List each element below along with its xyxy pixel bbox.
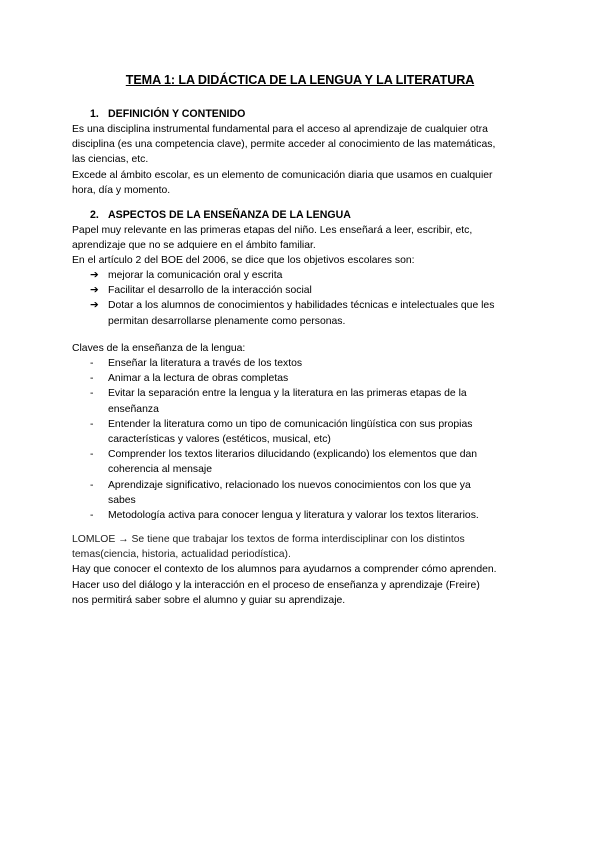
list-item-text: Aprendizaje significativo, relacionado los nuevos conocimientos con los que ya (108, 479, 471, 491)
paragraph-line: disciplina (es una competencia clave), permite acceder al conocimiento de las matemáticas, (72, 139, 496, 151)
section-number: 1. (90, 108, 99, 120)
objectives-list (90, 268, 528, 329)
list-item-text: Enseñar la literatura a través de los textos (108, 358, 303, 369)
section-number: 2. (90, 209, 99, 221)
section-heading-text: ASPECTOS DE LA ENSEÑANZA DE LA LENGUA (108, 209, 351, 221)
paragraph-line: Papel muy relevante en las primeras etapas del niño. Les enseñará a leer, escribir, etc, (72, 225, 473, 236)
paragraph-line: nos permitirá saber sobre el alumno y guiar su aprendizaje. (72, 594, 346, 606)
paragraph-aspectos (72, 223, 528, 269)
paragraph-line: temas(ciencia, historia, actualidad periodística). (72, 549, 291, 561)
section-heading-aspectos (90, 209, 351, 221)
arrow-bullet-icon: ➔ (90, 300, 99, 312)
claves-list (90, 356, 528, 523)
section-heading-text: DEFINICIÓN Y CONTENIDO (108, 108, 246, 120)
list-item (90, 371, 528, 386)
list-item (90, 417, 528, 447)
list-item-text: Evitar la separación entre la lengua y la literatura en las primeras etapas de la (108, 388, 467, 400)
list-item (90, 447, 528, 477)
list-item (90, 283, 528, 298)
arrow-bullet-icon: ➔ (90, 285, 99, 297)
list-item (90, 478, 528, 508)
claves-intro (72, 341, 528, 356)
paragraph-line: LOMLOE → Se tiene que trabajar los textos de forma interdisciplinar con los distintos (72, 534, 465, 545)
arrow-bullet-icon: ➔ (90, 270, 99, 281)
dash-bullet: - (90, 510, 94, 522)
paragraph-line: Hay que conocer el contexto de los alumnos para ayudarnos a comprender cómo aprenden. (72, 564, 497, 576)
list-item-text: permitan desarrollarse plenamente como personas. (108, 315, 346, 327)
paragraph-line: Es una disciplina instrumental fundamental para el acceso al aprendizaje de cualquier otra (72, 124, 488, 135)
list-item-text: Comprender los textos literarios dilucidando (explicando) los elementos que dan (108, 449, 478, 461)
paragraph-line: hora, día y momento. (72, 184, 171, 196)
list-item-text: características y valores (estéticos, musical, etc) (108, 434, 331, 446)
list-item (90, 268, 528, 283)
section-heading-definicion (90, 108, 245, 120)
list-item-text: Facilitar el desarrollo de la interacción social (108, 285, 312, 297)
list-item (90, 386, 528, 416)
paragraph-line: En el artículo 2 del BOE del 2006, se dice que los objetivos escolares son: (72, 255, 415, 267)
paragraph-line: Excede al ámbito escolar, es un elemento de comunicación diaria que usamos en cualquier (72, 169, 493, 181)
list-item-text: mejorar la comunicación oral y escrita (108, 270, 283, 281)
page-title: TEMA 1: LA DIDÁCTICA DE LA LENGUA Y LA LITERATURA (125, 73, 475, 87)
paragraph-line: Hacer uso del diálogo y la interacción en el proceso de enseñanza y aprendizaje (Freire) (72, 579, 480, 591)
dash-bullet: - (90, 418, 94, 430)
list-item-text: Dotar a los alumnos de conocimientos y habilidades técnicas e intelectuales que les (108, 300, 495, 312)
paragraph-definicion (72, 122, 528, 198)
dash-bullet: - (90, 358, 94, 369)
dash-bullet: - (90, 373, 94, 385)
list-item (90, 298, 528, 328)
list-item-text: enseñanza (108, 403, 159, 415)
list-item-text: Metodología activa para conocer lengua y literatura y valorar los textos literarios. (108, 510, 479, 522)
list-item-text: coherencia al mensaje (108, 464, 212, 476)
paragraph-line: aprendizaje que no se adquiere en el ámbito familiar. (72, 240, 316, 252)
dash-bullet: - (90, 388, 94, 400)
paragraph-line: Claves de la enseñanza de la lengua: (72, 343, 246, 354)
dash-bullet: - (90, 479, 94, 491)
list-item (90, 508, 528, 523)
dash-bullet: - (90, 449, 94, 461)
list-item-text: sabes (108, 494, 136, 506)
paragraph-lomloe (72, 532, 528, 608)
list-item (90, 356, 528, 371)
paragraph-line: las ciencias, etc. (72, 154, 149, 166)
list-item-text: Entender la literatura como un tipo de comunicación lingüística con sus propias (108, 418, 473, 430)
list-item-text: Animar a la lectura de obras completas (108, 373, 289, 385)
